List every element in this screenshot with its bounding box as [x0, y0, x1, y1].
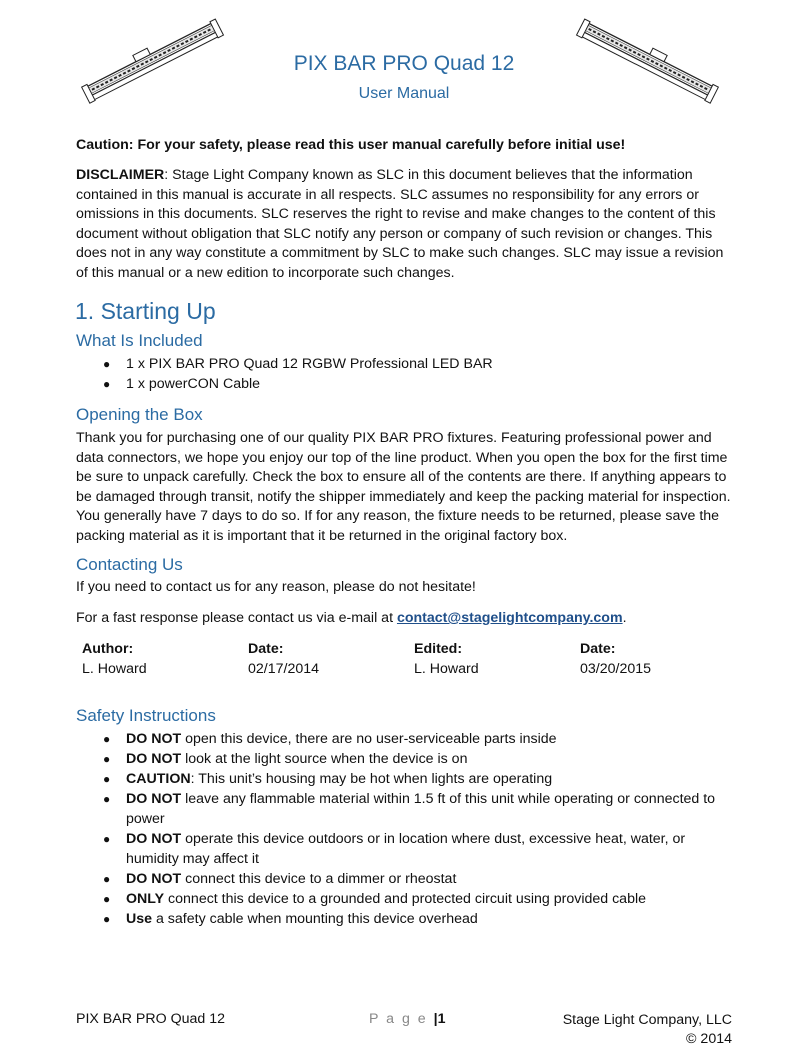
- bullet-icon: ●: [103, 732, 111, 746]
- list-item: [101, 769, 731, 789]
- footer-page-number: 1: [437, 1011, 446, 1027]
- list-item-text: connect this device to a dimmer or rheostat: [181, 871, 457, 887]
- disclaimer-text: : Stage Light Company known as SLC in this document believes that the information contained in this manual is accurate in all respects. SLC assumes no responsibility for any errors or omissions in this documents. SLC reserves the right to revise and make changes to the content of this document without obligation that SLC notify any person or company of such revision or changes. This does not in any way constitute a commitment by SLC to make such changes. SLC may issue a revision of this manual or a new edition to incorporate such changes.: [76, 167, 724, 281]
- list-item-text: leave any flammable material within 1.5 ft of this unit while operating or connected to power: [126, 791, 716, 827]
- list-item-emphasis: DO NOT: [126, 751, 182, 767]
- list-item-text: open this device, there are no user-serviceable parts inside: [181, 731, 557, 747]
- bullet-icon: ●: [103, 912, 111, 926]
- list-item: [101, 909, 731, 929]
- bullet-icon: ●: [103, 772, 111, 786]
- bullet-icon: ●: [103, 832, 111, 846]
- list-item: [101, 749, 731, 769]
- footer-page-label: P a g e: [369, 1011, 428, 1027]
- table-cell: L. Howard: [82, 661, 147, 677]
- bullet-icon: ●: [103, 357, 111, 371]
- table-header-cell: Edited:: [414, 641, 463, 657]
- caution-notice: Caution: For your safety, please read this user manual carefully before initial use!: [76, 137, 626, 153]
- list-item-emphasis: DO NOT: [126, 871, 182, 887]
- list-item-text: a safety cable when mounting this device overhead: [152, 911, 478, 927]
- table-row: [82, 659, 742, 679]
- subheading-opening-the-box: Opening the Box: [76, 405, 203, 424]
- disclaimer-label: DISCLAIMER: [76, 167, 165, 183]
- list-item: [101, 374, 701, 394]
- table-header-cell: Date:: [580, 641, 616, 657]
- section-heading-starting-up: 1. Starting Up: [75, 298, 216, 324]
- subheading-contacting-us: Contacting Us: [76, 555, 183, 574]
- footer-page-indicator: [369, 1011, 446, 1027]
- list-item-emphasis: DO NOT: [126, 791, 182, 807]
- contact-line: If you need to contact us for any reason, please do not hesitate!: [76, 579, 476, 595]
- list-item: [101, 889, 731, 909]
- opening-paragraph: Thank you for purchasing one of our quality PIX BAR PRO fixtures. Featuring professional power and data connectors, we hope you enjoy our top of the line product. When you open the box for the first time be sure to unpack carefully. Check the box to ensure all of the contents are there. If anything appears to be damaged through transit, notify the shipper immediately and keep the packing material for inspection. You generally have 7 days to do so. If for any reason, the fixture needs to be returned, please save the packing material as it is important that it be returned in the original factory box.: [76, 430, 731, 544]
- contact-email-suffix: .: [622, 610, 627, 626]
- disclaimer-paragraph: [76, 166, 736, 283]
- contact-email-line: [76, 609, 736, 629]
- list-item-text: connect this device to a grounded and protected circuit using provided cable: [164, 891, 646, 907]
- list-item-emphasis: ONLY: [126, 891, 165, 907]
- bullet-icon: ●: [103, 377, 111, 391]
- footer-product-name: PIX BAR PRO Quad 12: [76, 1011, 226, 1027]
- list-item: [101, 729, 731, 749]
- table-cell: L. Howard: [414, 661, 479, 677]
- footer-company: [563, 1011, 732, 1049]
- bullet-icon: ●: [103, 752, 111, 766]
- safety-list: [101, 729, 731, 929]
- list-item: [101, 829, 731, 869]
- list-item-text: 1 x powerCON Cable: [126, 376, 261, 392]
- footer-company-name: Stage Light Company, LLC: [562, 1012, 732, 1028]
- table-cell: 02/17/2014: [248, 661, 320, 677]
- list-item-text: operate this device outdoors or in location where dust, excessive heat, water, or humidity may affect it: [126, 831, 686, 867]
- footer-separator: |: [433, 1011, 438, 1027]
- document-subtitle: User Manual: [358, 85, 450, 102]
- subheading-what-is-included: What Is Included: [76, 331, 203, 350]
- footer-copyright: © 2014: [686, 1031, 732, 1047]
- list-item: [101, 354, 701, 374]
- table-cell: 03/20/2015: [580, 661, 652, 677]
- list-item-text: : This unit’s housing may be hot when lights are operating: [190, 771, 553, 787]
- subheading-safety-instructions: Safety Instructions: [76, 706, 216, 725]
- included-items-list: [101, 354, 701, 394]
- bullet-icon: ●: [103, 792, 111, 806]
- bullet-icon: ●: [103, 892, 111, 906]
- list-item-emphasis: CAUTION: [126, 771, 191, 787]
- list-item-emphasis: DO NOT: [126, 831, 182, 847]
- list-item-emphasis: Use: [126, 911, 153, 927]
- list-item-text: look at the light source when the device is on: [181, 751, 468, 767]
- contact-email-link[interactable]: contact@stagelightcompany.com: [396, 610, 623, 626]
- table-header-row: [82, 639, 742, 659]
- contact-email-prefix: For a fast response please contact us via e-mail at: [76, 610, 397, 626]
- list-item-text: 1 x PIX BAR PRO Quad 12 RGBW Professional LED BAR: [126, 356, 493, 372]
- bullet-icon: ●: [103, 872, 111, 886]
- table-header-cell: Author:: [82, 641, 134, 657]
- table-header-cell: Date:: [248, 641, 284, 657]
- revision-table: [82, 639, 742, 679]
- document-title: PIX BAR PRO Quad 12: [293, 52, 515, 75]
- list-item: [101, 869, 731, 889]
- list-item: [101, 789, 731, 829]
- list-item-emphasis: DO NOT: [126, 731, 182, 747]
